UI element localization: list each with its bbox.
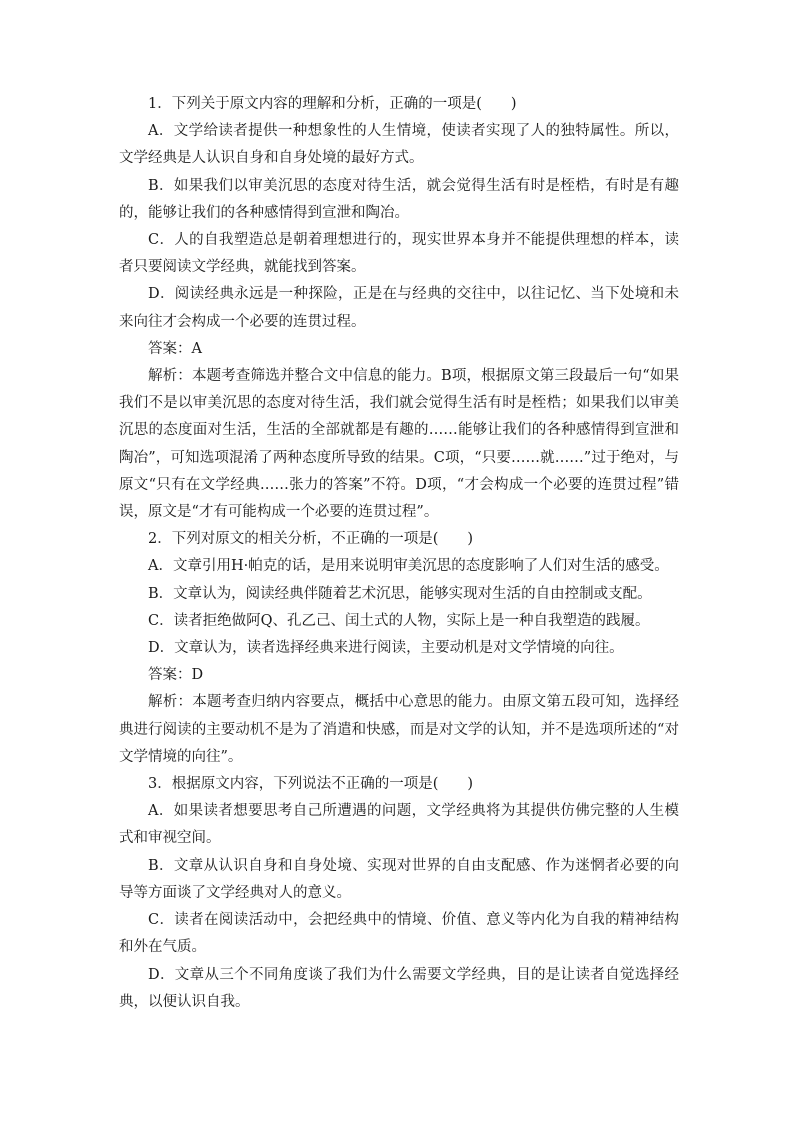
- q2-option-b: B．文章认为，阅读经典伴随着艺术沉思，能够实现对生活的自由控制或支配。: [148, 585, 652, 602]
- q3-option-a: A．如果读者想要思考自己所遭遇的问题，文学经典将为其提供仿佛完整的人生模式和审视空间。: [119, 803, 679, 847]
- q2-stem: 2．下列对原文的相关分析，不正确的一项是( ): [148, 531, 474, 548]
- q3-option-d: D．文章从三个不同角度谈了我们为什么需要文学经典，目的是让读者自觉选择经典，以便认识自我。: [119, 966, 679, 1010]
- q3-stem: 3．根据原文内容，下列说法不正确的一项是( ): [148, 776, 474, 793]
- q1-option-b: B．如果我们以审美沉思的态度对待生活，就会觉得生活有时是桎梏，有时是有趣的，能够让我们的各种感情得到宣泄和陶冶。: [119, 177, 679, 221]
- q1-stem: 1．下列关于原文内容的理解和分析，正确的一项是( ): [148, 96, 517, 112]
- q1-answer: 答案：A: [148, 340, 202, 357]
- q2-analysis: 解析：本题考查归纳内容要点，概括中心意思的能力。由原文第五段可知，选择经典进行阅读的主要动机不是为了消遣和快感，而是对文学的认知，并不是选项所述的“对文学情境的向往”。: [119, 694, 679, 765]
- q1-option-a: A．文学给读者提供一种想象性的人生情境，使读者实现了人的独特属性。所以，文学经典是人认识自身和自身处境的最好方式。: [119, 123, 679, 167]
- q1-option-d: D．阅读经典永远是一种探险，正是在与经典的交往中，以往记忆、当下处境和未来向往才会构成一个必要的连贯过程。: [119, 286, 679, 330]
- q2-answer: 答案：D: [148, 667, 204, 684]
- q1-option-c: C．人的自我塑造总是朝着理想进行的，现实世界本身并不能提供理想的样本，读者只要阅读文学经典，就能找到答案。: [119, 232, 679, 276]
- q2-option-d: D．文章认为，读者选择经典来进行阅读，主要动机是对文学情境的向往。: [148, 640, 624, 657]
- q3-option-c: C．读者在阅读活动中，会把经典中的情境、价值、意义等内化为自我的精神结构和外在气质。: [119, 912, 679, 956]
- q1-analysis: 解析：本题考查筛选并整合文中信息的能力。B项，根据原文第三段最后一句“如果我们不是以审美沉思的态度对待生活，我们就会觉得生活有时是桎梏；如果我们以审美沉思的态度面对生活，生活的全部就都是有趣的……能够让我们的各种感情得到宣泄和陶冶”，可知选项混淆了两种态度所导致的结果。C项，“只要……就……”过于绝对，与原文“只有在文学经典……张力的答案”不符。D项，“才会构成一个必要的连贯过程”错误，原文是“才有可能构成一个必要的连贯过程”。: [119, 368, 679, 521]
- q2-option-a: A．文章引用H·帕克的话，是用来说明审美沉思的态度影响了人们对生活的感受。: [148, 558, 669, 575]
- question-content: [119, 91, 679, 1016]
- q3-option-b: B．文章从认识自身和自身处境、实现对世界的自由支配感、作为迷惘者必要的向导等方面谈了文学经典对人的意义。: [119, 857, 679, 901]
- q2-option-c: C．读者拒绝做阿Q、孔乙己、闰土式的人物，实际上是一种自我塑造的践履。: [148, 612, 650, 629]
